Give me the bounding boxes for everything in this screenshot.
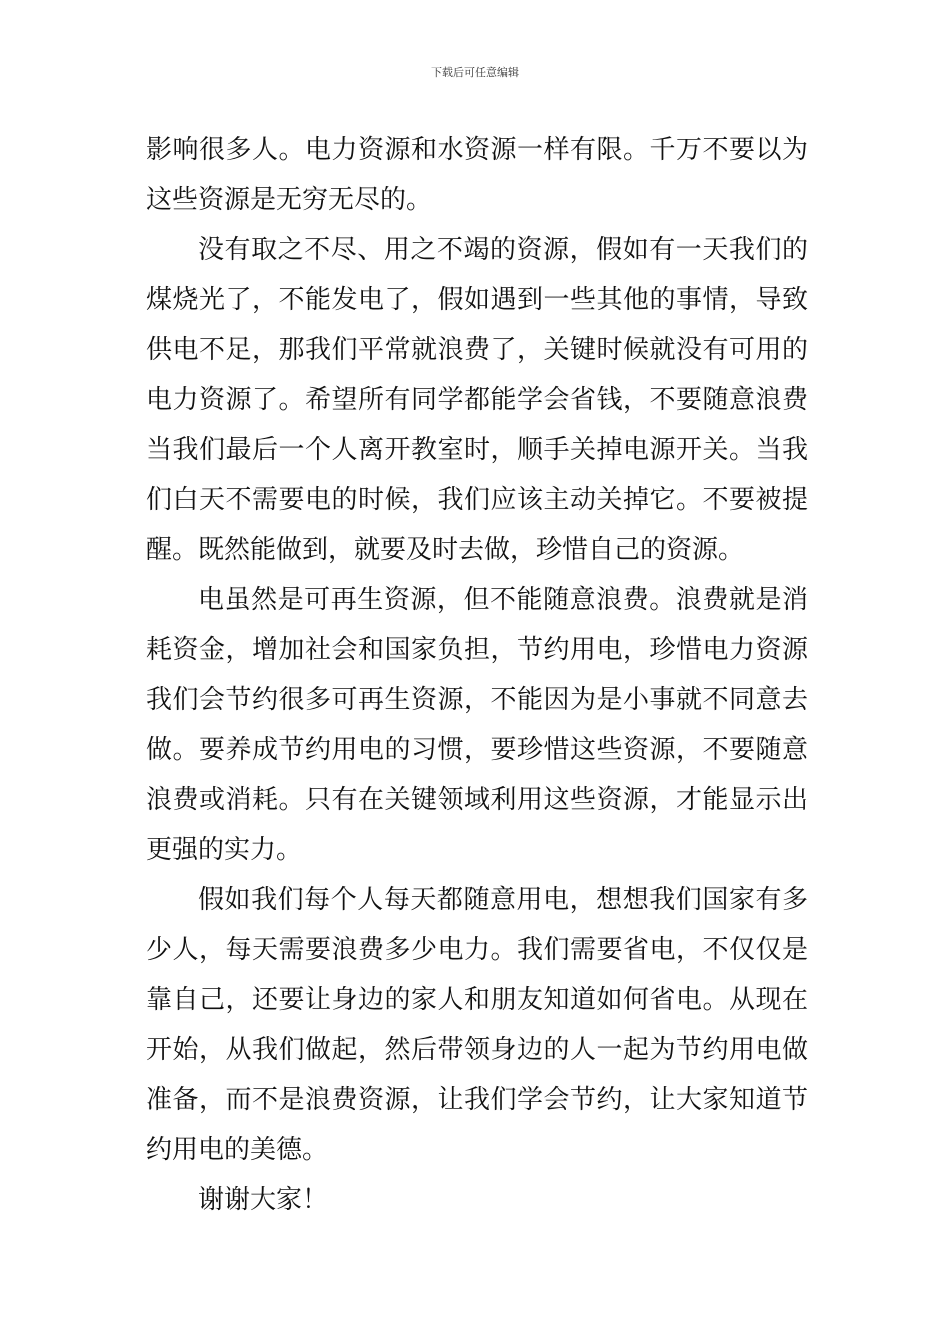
text-line: 煤烧光了，不能发电了，假如遇到一些其他的事情，导致 (146, 285, 808, 315)
text-line: 假如我们每个人每天都随意用电，想想我们国家有多 (198, 885, 808, 915)
text-line: 电力资源了。希望所有同学都能学会省钱，不要随意浪费 (146, 385, 808, 415)
text-line: 没有取之不尽、用之不竭的资源，假如有一天我们的 (198, 235, 808, 265)
text-line: 约用电的美德。 (146, 1135, 329, 1165)
document-body (146, 125, 808, 1225)
text-line: 电虽然是可再生资源，但不能随意浪费。浪费就是消 (198, 585, 808, 615)
text-line: 更强的实力。 (146, 835, 303, 865)
page-header: 下载后可任意编辑 (431, 66, 519, 79)
text-line: 我们会节约很多可再生资源，不能因为是小事就不同意去 (146, 685, 808, 715)
text-line: 们白天不需要电的时候，我们应该主动关掉它。不要被提 (146, 485, 808, 515)
text-line: 准备，而不是浪费资源，让我们学会节约，让大家知道节 (146, 1085, 808, 1115)
text-line: 醒。既然能做到，就要及时去做，珍惜自己的资源。 (146, 535, 745, 565)
text-line: 这些资源是无穷无尽的。 (146, 185, 433, 215)
text-line: 供电不足，那我们平常就浪费了，关键时候就没有可用的 (146, 335, 808, 365)
text-line: 开始，从我们做起，然后带领身边的人一起为节约用电做 (146, 1035, 808, 1065)
text-line: 靠自己，还要让身边的家人和朋友知道如何省电。从现在 (146, 985, 808, 1015)
text-line: 当我们最后一个人离开教室时，顺手关掉电源开关。当我 (146, 435, 808, 465)
text-line: 谢谢大家！ (198, 1185, 329, 1215)
text-line: 少人，每天需要浪费多少电力。我们需要省电，不仅仅是 (146, 935, 808, 965)
text-line: 耗资金，增加社会和国家负担，节约用电，珍惜电力资源 (146, 635, 808, 665)
text-line: 浪费或消耗。只有在关键领域利用这些资源，才能显示出 (146, 785, 808, 815)
text-line: 影响很多人。电力资源和水资源一样有限。千万不要以为 (146, 135, 808, 165)
text-line: 做。要养成节约用电的习惯，要珍惜这些资源，不要随意 (146, 735, 808, 765)
